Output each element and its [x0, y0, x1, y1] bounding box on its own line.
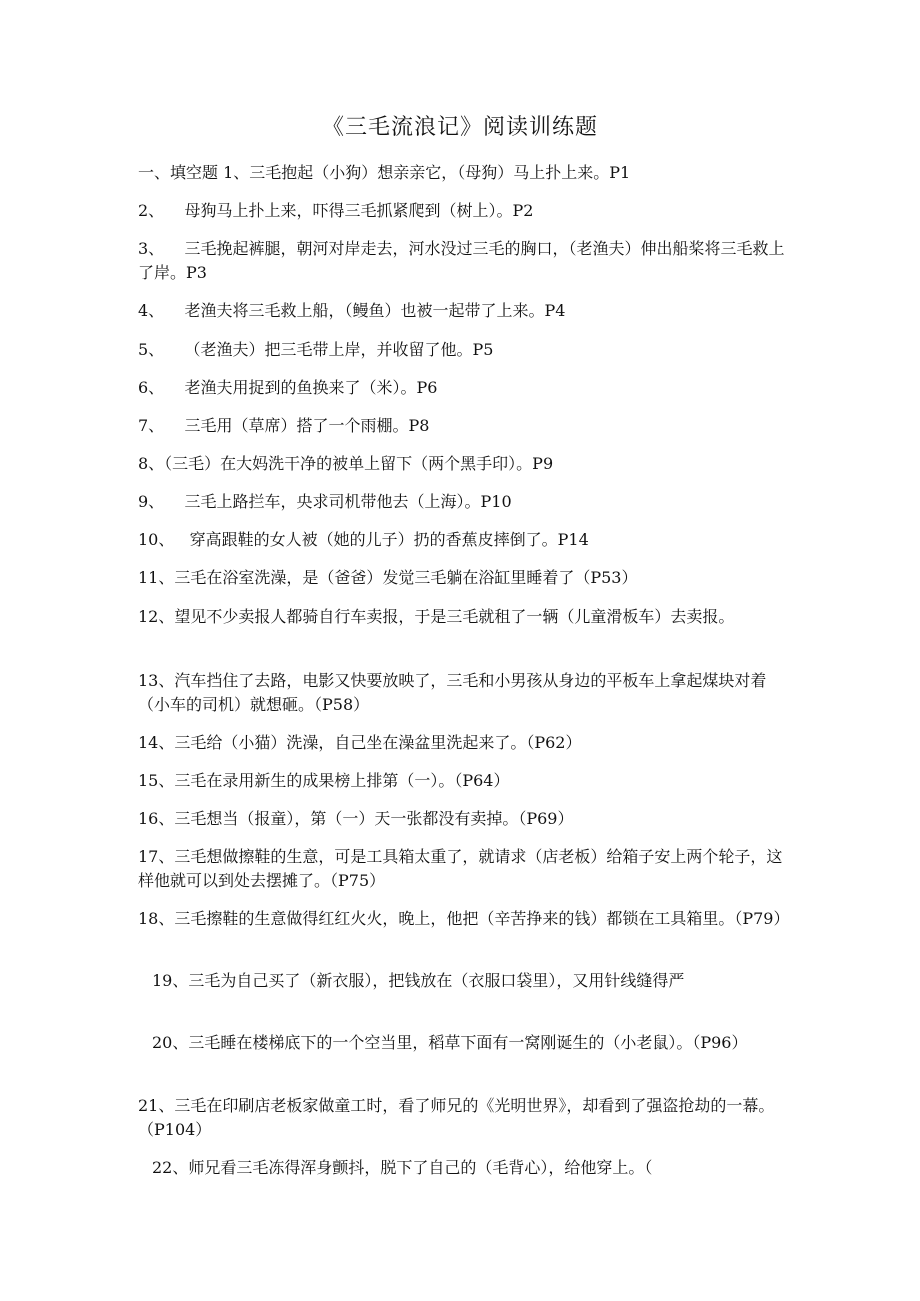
- question-3: 3、 三毛挽起裤腿，朝河对岸走去，河水没过三毛的胸口，（老渔夫）伸出船桨将三毛救上了岸。P3: [138, 239, 785, 282]
- question-10: 10、 穿高跟鞋的女人被（她的儿子）扔的香蕉皮摔倒了。P14: [138, 530, 589, 549]
- question-18: 18、三毛擦鞋的生意做得红红火火，晚上，他把（辛苦挣来的钱）都锁在工具箱里。（P79）: [138, 909, 790, 928]
- question-1: 一、填空题 1、三毛抱起（小狗）想亲亲它，（母狗）马上扑上来。P1: [138, 163, 631, 182]
- question-5: 5、 （老渔夫）把三毛带上岸，并收留了他。P5: [138, 340, 494, 359]
- question-21: 21、三毛在印刷店老板家做童工时，看了师兄的《光明世界》，却看到了强盗抢劫的一幕。（P104）: [138, 1096, 775, 1139]
- question-4: 4、 老渔夫将三毛救上船，（鳗鱼）也被一起带了上来。P4: [138, 301, 566, 320]
- document-title: 《三毛流浪记》阅读训练题: [321, 115, 598, 140]
- question-11: 11、三毛在浴室洗澡，是（爸爸）发觉三毛躺在浴缸里睡着了（P53）: [138, 568, 638, 587]
- question-15: 15、三毛在录用新生的成果榜上排第（一）。（P64）: [138, 771, 510, 790]
- question-17: 17、三毛想做擦鞋的生意，可是工具箱太重了，就请求（店老板）给箱子安上两个轮子，这样他就可以到处去摆摊了。（P75）: [138, 847, 783, 890]
- question-16: 16、三毛想当（报童），第（一）天一张都没有卖掉。（P69）: [138, 809, 574, 828]
- question-13: 13、汽车挡住了去路，电影又快要放映了，三毛和小男孩从身边的平板车上拿起煤块对着（小车的司机）就想砸。（P58）: [138, 671, 767, 714]
- question-14: 14、三毛给（小猫）洗澡，自己坐在澡盆里洗起来了。（P62）: [138, 733, 582, 752]
- question-8: 8、（三毛）在大妈洗干净的被单上留下（两个黑手印）。P9: [138, 454, 554, 473]
- question-22: 22、师兄看三毛冻得浑身颤抖，脱下了自己的（毛背心），给他穿上。（: [152, 1158, 653, 1177]
- question-20: 20、三毛睡在楼梯底下的一个空当里，稻草下面有一窝刚诞生的（小老鼠）。（P96）: [152, 1033, 748, 1052]
- question-9: 9、 三毛上路拦车，央求司机带他去（上海）。P10: [138, 492, 512, 511]
- question-19: 19、三毛为自己买了（新衣服），把钱放在（衣服口袋里），又用针线缝得严: [152, 971, 685, 990]
- question-7: 7、 三毛用（草席）搭了一个雨棚。P8: [138, 416, 430, 435]
- question-2: 2、 母狗马上扑上来，吓得三毛抓紧爬到（树上）。P2: [138, 201, 534, 220]
- question-12: 12、望见不少卖报人都骑自行车卖报，于是三毛就租了一辆（儿童滑板车）去卖报。: [138, 607, 735, 626]
- question-6: 6、 老渔夫用捉到的鱼换来了（米）。P6: [138, 378, 438, 397]
